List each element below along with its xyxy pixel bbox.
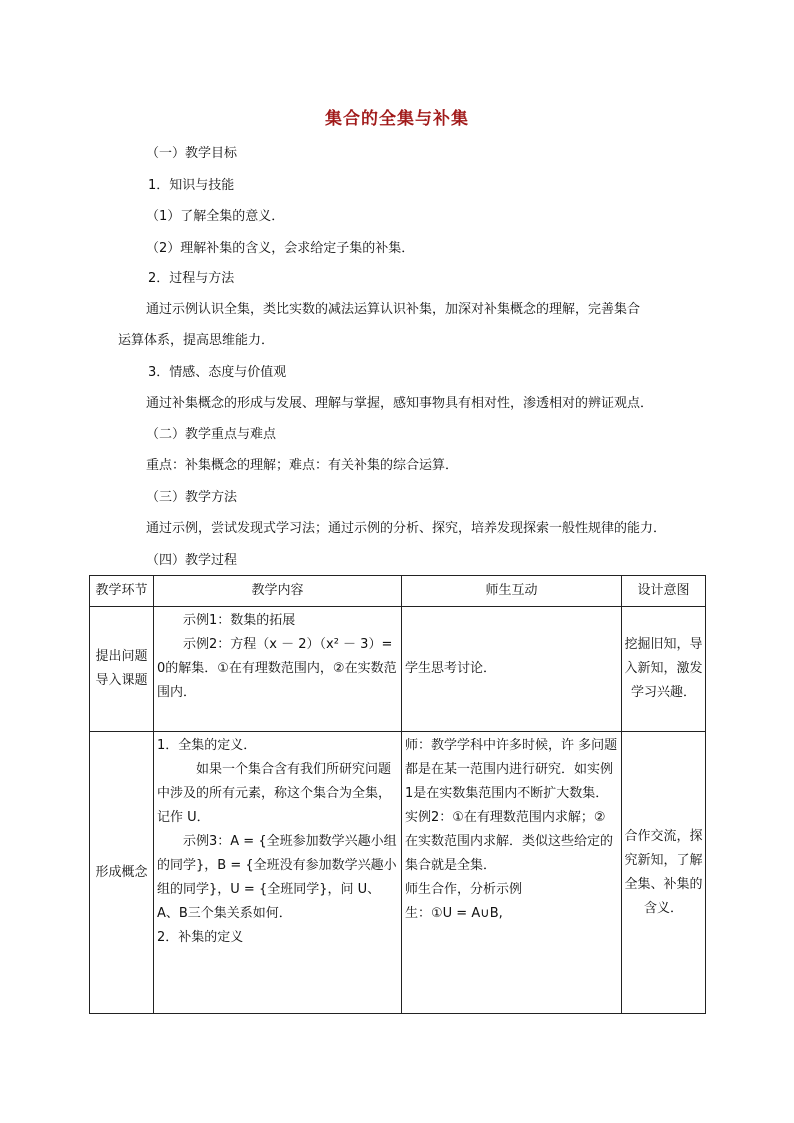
subsection-process-method: 2．过程与方法 bbox=[148, 271, 235, 286]
interaction-cell bbox=[402, 732, 622, 1014]
section-teaching-method: （三）教学方法 bbox=[146, 490, 238, 505]
intent-cell bbox=[622, 607, 706, 732]
key-points-paragraph: 重点：补集概念的理解；难点：有关补集的综合运算． bbox=[146, 458, 459, 473]
content-example2: 示例2：方程（x － 2）（x² － 3）= 0的解集．①在有理数范围内，②在实数范围内． bbox=[157, 637, 397, 700]
subsection-knowledge-skills: 1．知识与技能 bbox=[148, 178, 235, 193]
stage-cell bbox=[90, 732, 154, 1014]
header-interaction: 师生互动 bbox=[402, 576, 622, 607]
section-teaching-process: （四）教学过程 bbox=[146, 553, 238, 568]
content-universal-set-heading: 1．全集的定义． bbox=[157, 738, 257, 753]
content-complement-heading: 2．补集的定义 bbox=[157, 930, 244, 945]
stage-label-line2: 导入课题 bbox=[95, 673, 148, 688]
content-cell bbox=[154, 732, 402, 1014]
content-example3: 示例3：A = {全班参加数学兴趣小组的同学}，B = {全班没有参加数学兴趣小组的同学}，U = {全班同学}，问 U、A、B三个集关系如何． bbox=[157, 834, 397, 921]
stage-label: 形成概念 bbox=[95, 864, 148, 880]
attitude-paragraph: 通过补集概念的形成与发展、理解与掌握，感知事物具有相对性，渗透相对的辨证观点． bbox=[146, 396, 654, 411]
content-cell bbox=[154, 607, 402, 732]
process-paragraph-line1: 通过示例认识全集，类比实数的减法运算认识补集，加深对补集概念的理解，完善集合 bbox=[146, 302, 641, 317]
intent-text: 挖掘旧知，导入新知，激发学习兴趣． bbox=[624, 637, 703, 700]
stage-cell bbox=[90, 607, 154, 732]
section-teaching-goals: （一）教学目标 bbox=[146, 146, 238, 161]
intent-text: 合作交流，探究新知，了解全集、补集的含义． bbox=[624, 828, 703, 916]
teaching-process-table bbox=[89, 575, 706, 1014]
table-row bbox=[90, 732, 706, 1014]
header-stage: 教学环节 bbox=[90, 576, 154, 607]
content-universal-set-definition: 如果一个集合含有我们所研究问题中涉及的所有元素，称这个集合为全集，记作 U． bbox=[157, 762, 392, 825]
table-header-row bbox=[90, 576, 706, 607]
interaction-student-answer: 生：①U = A∪B, bbox=[405, 906, 503, 921]
document-title: 集合的全集与补集 bbox=[325, 109, 469, 129]
interaction-cell bbox=[402, 607, 622, 732]
intent-cell bbox=[622, 732, 706, 1014]
section-key-difficult-points: （二）教学重点与难点 bbox=[146, 427, 277, 442]
goal-item-1: （1）了解全集的意义． bbox=[146, 209, 285, 224]
interaction-cooperation: 师生合作，分析示例 bbox=[405, 882, 523, 897]
goal-item-2: （2）理解补集的含义，会求给定子集的补集． bbox=[146, 241, 415, 256]
header-intent: 设计意图 bbox=[622, 576, 706, 607]
interaction-text: 学生思考讨论． bbox=[405, 661, 497, 676]
interaction-teacher-text: 师：教学学科中许多时候，许 多问题都是在某一范围内进行研究．如实例1是在实数集范围内不断扩大数集．实例2：①在有理数范围内求解；②在实数范围内求解．类似这些给定的集合就是全集． bbox=[405, 738, 618, 873]
subsection-attitude-values: 3．情感、态度与价值观 bbox=[148, 365, 287, 380]
method-paragraph: 通过示例，尝试发现式学习法；通过示例的分析、探究，培养发现探索一般性规律的能力． bbox=[146, 521, 667, 536]
process-paragraph-line2: 运算体系，提高思维能力． bbox=[118, 333, 275, 348]
header-content: 教学内容 bbox=[154, 576, 402, 607]
content-example1: 示例1：数集的拓展 bbox=[183, 613, 296, 628]
stage-label-line1: 提出问题 bbox=[95, 649, 148, 664]
table-row bbox=[90, 607, 706, 732]
